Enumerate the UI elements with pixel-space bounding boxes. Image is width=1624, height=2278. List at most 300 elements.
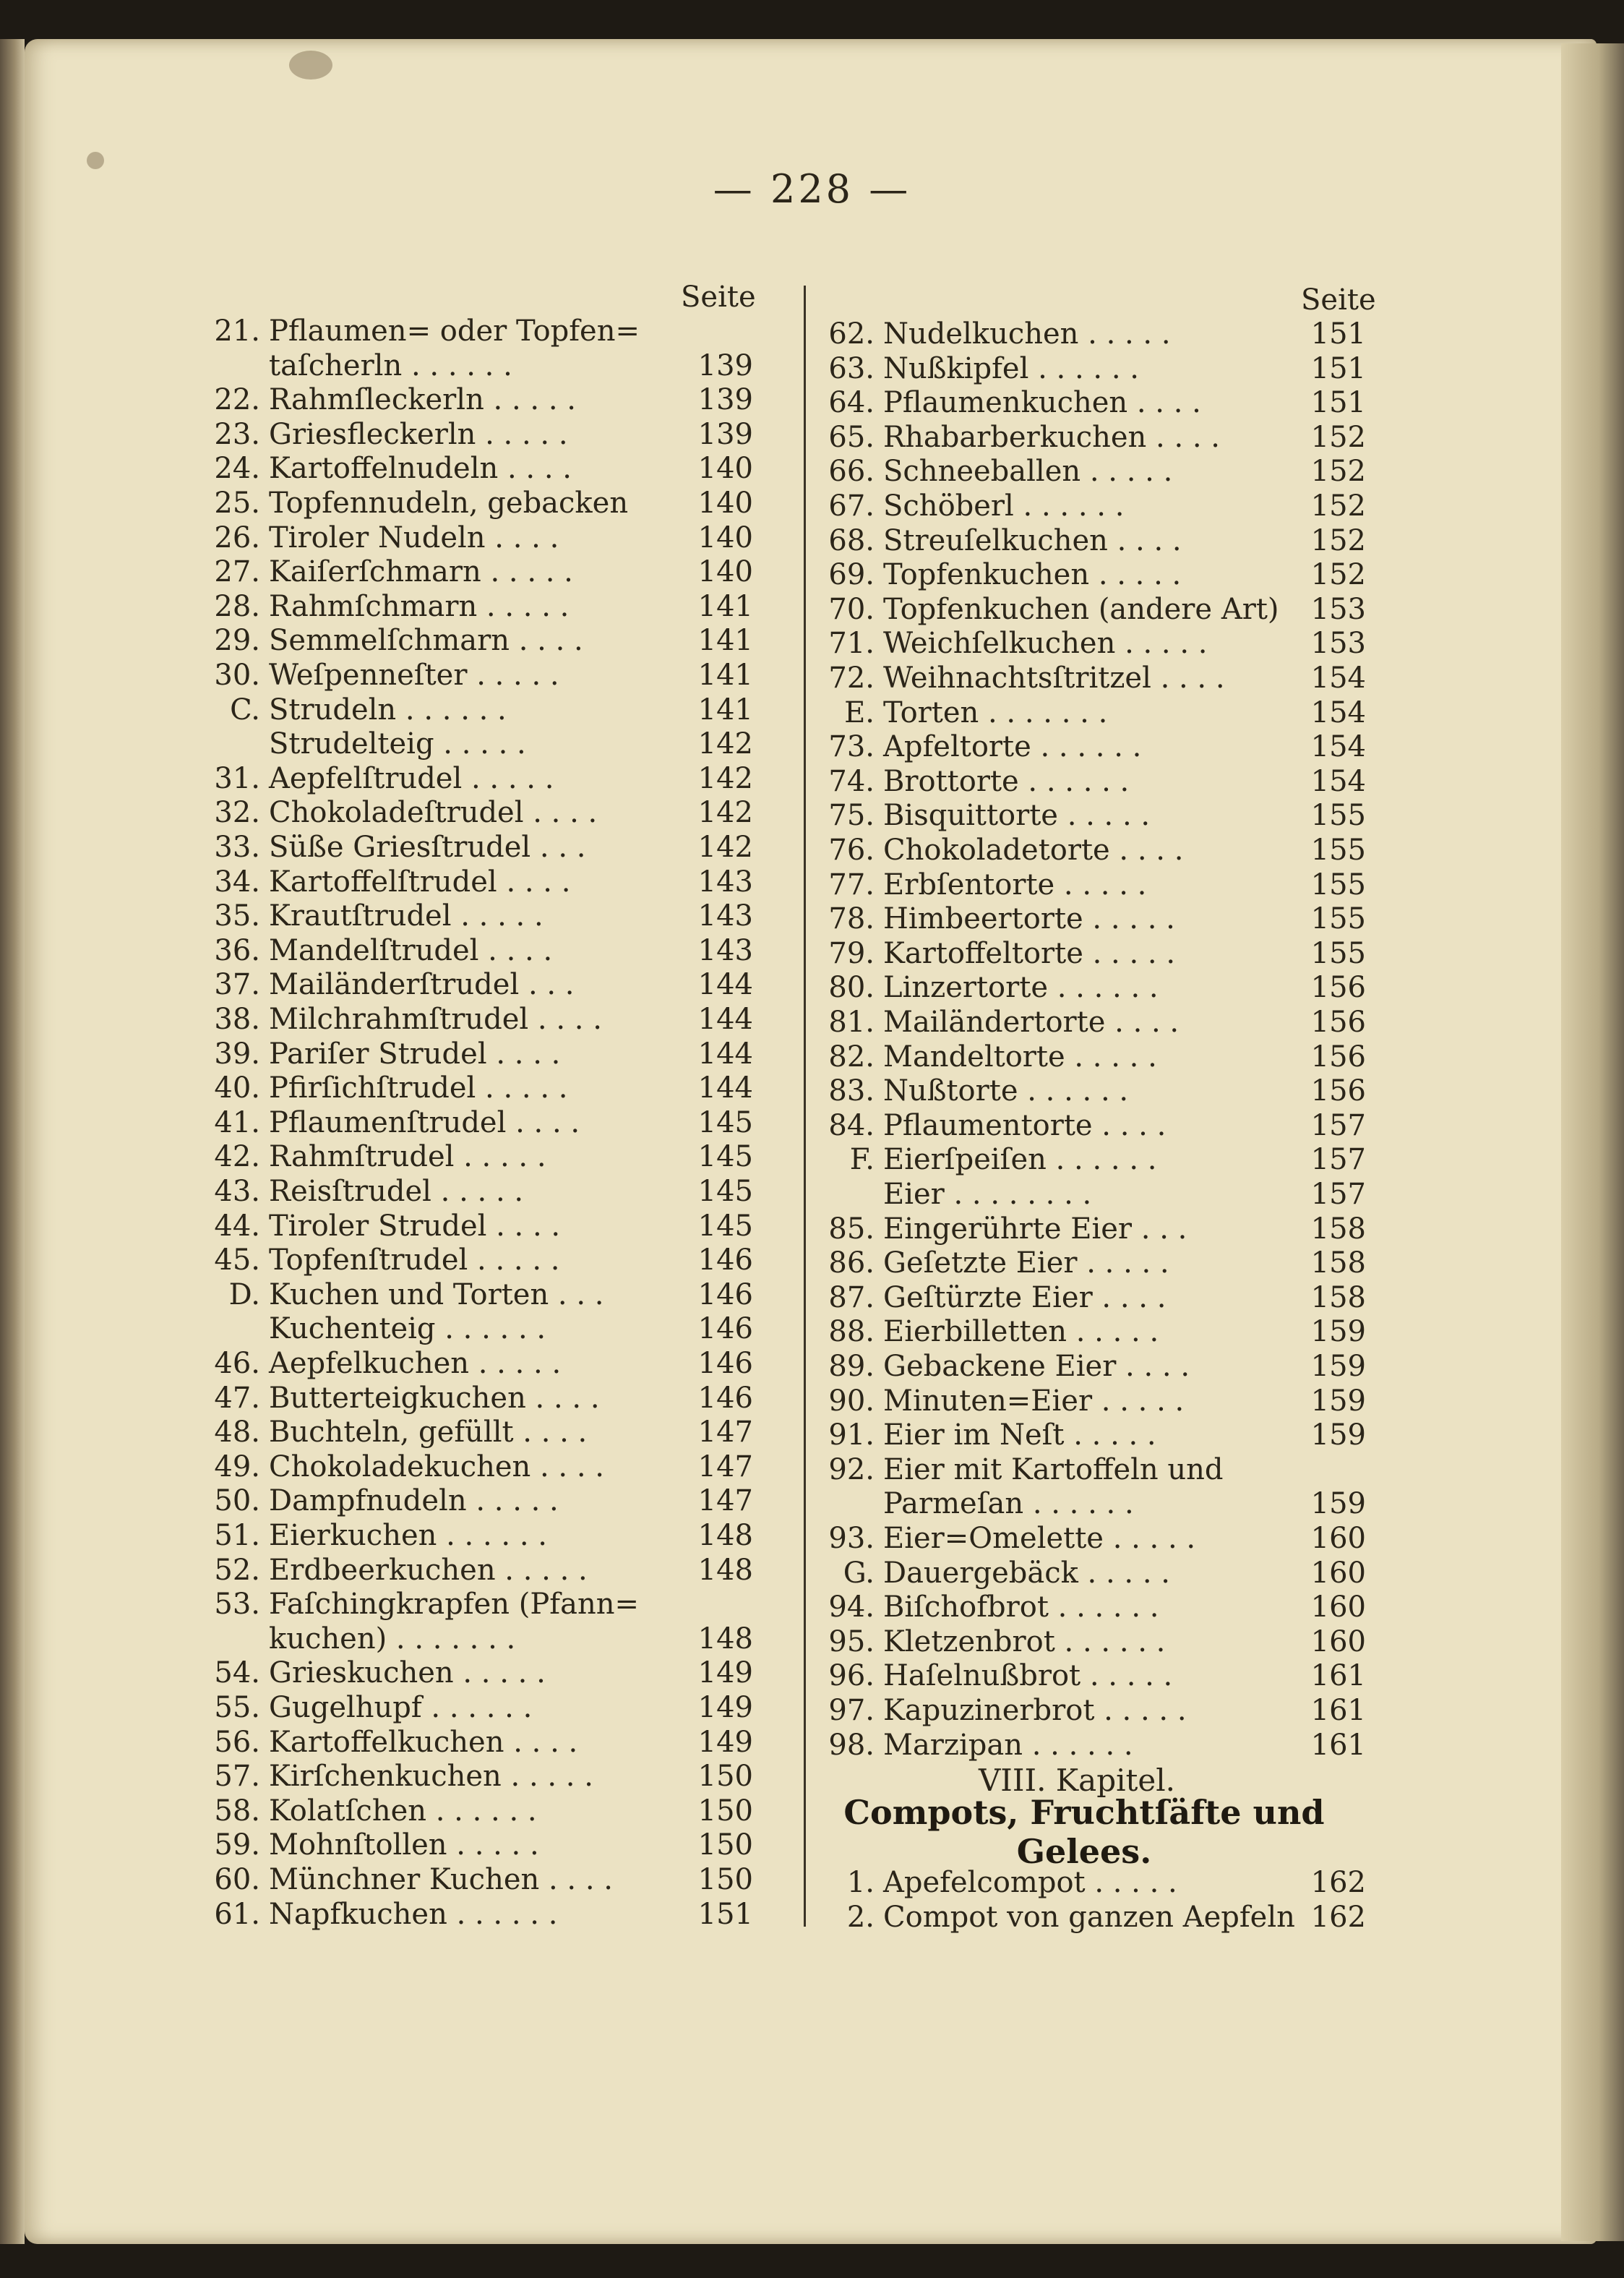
entry-title: Erbſentorte . . . . . bbox=[883, 868, 1147, 902]
entry-number: 57. bbox=[214, 1760, 260, 1794]
entry-page: 154 bbox=[1310, 695, 1366, 729]
entry-number: 69. bbox=[828, 558, 875, 592]
toc-entry bbox=[210, 1071, 753, 1105]
toc-entry bbox=[210, 761, 753, 796]
entry-title: Tiroler Strudel . . . . bbox=[269, 1209, 561, 1243]
entry-number: 43. bbox=[214, 1175, 260, 1208]
toc-entry bbox=[210, 1622, 753, 1656]
entry-page: 144 bbox=[697, 1037, 753, 1071]
entry-number: 71. bbox=[828, 627, 875, 661]
entry-page: 158 bbox=[1310, 1280, 1366, 1314]
page-edge bbox=[1561, 43, 1624, 2241]
entry-number: 35. bbox=[214, 899, 260, 933]
entry-page: 140 bbox=[697, 555, 753, 589]
entry-title: Kartoffelkuchen . . . . bbox=[269, 1725, 578, 1759]
toc-entry bbox=[210, 1759, 753, 1794]
entry-number: 51. bbox=[214, 1519, 260, 1552]
entry-page: 154 bbox=[1310, 661, 1366, 695]
toc-entry bbox=[824, 1246, 1366, 1280]
entry-title: Gugelhupf . . . . . . bbox=[269, 1691, 533, 1724]
toc-entry bbox=[210, 899, 753, 933]
entry-title: Kartoffelſtrudel . . . . bbox=[269, 865, 571, 899]
toc-entry bbox=[210, 967, 753, 1002]
entry-title: Mailändertorte . . . . bbox=[883, 1006, 1180, 1039]
entry-title: Kirſchenkuchen . . . . . bbox=[269, 1760, 593, 1794]
entry-page: 155 bbox=[1310, 834, 1366, 867]
toc-entry bbox=[824, 868, 1366, 902]
entry-title: Aepfelkuchen . . . . . bbox=[269, 1347, 562, 1380]
entry-title: Mandelſtrudel . . . . bbox=[269, 933, 553, 967]
toc-entry bbox=[824, 1314, 1366, 1349]
entry-page: 145 bbox=[697, 1105, 753, 1139]
entry-number: 36. bbox=[214, 933, 260, 967]
entry-number: 78. bbox=[828, 902, 875, 936]
entry-title: Rhabarberkuchen . . . . bbox=[883, 420, 1221, 454]
entry-number: 98. bbox=[828, 1728, 875, 1762]
entry-page: 161 bbox=[1310, 1728, 1366, 1762]
entry-page: 146 bbox=[697, 1312, 753, 1346]
entry-title: Kletzenbrot . . . . . . bbox=[883, 1624, 1166, 1658]
entry-number: 64. bbox=[828, 386, 875, 420]
toc-entry bbox=[824, 1900, 1366, 1935]
toc-entry bbox=[824, 1074, 1366, 1108]
entry-page: 141 bbox=[697, 589, 753, 623]
entry-title: Biſchofbrot . . . . . . bbox=[883, 1590, 1159, 1624]
entry-title: Minuten=Eier . . . . . bbox=[883, 1384, 1185, 1418]
entry-page: 151 bbox=[1310, 386, 1366, 420]
entry-page: 152 bbox=[1310, 420, 1366, 454]
entry-page: 146 bbox=[697, 1277, 753, 1311]
entry-page: 148 bbox=[697, 1519, 753, 1552]
entry-title: Süße Griesſtrudel . . . bbox=[269, 831, 586, 864]
entry-title: Geſtürzte Eier . . . . bbox=[883, 1280, 1167, 1314]
entry-number: 58. bbox=[214, 1794, 260, 1828]
toc-entry bbox=[824, 695, 1366, 730]
entry-number: E. bbox=[844, 695, 875, 729]
entry-title: Chokoladeſtrudel . . . . bbox=[269, 796, 598, 830]
toc-entry bbox=[210, 348, 753, 383]
entry-number: 76. bbox=[828, 834, 875, 867]
entry-number: 77. bbox=[828, 868, 875, 902]
entry-number: C. bbox=[230, 693, 260, 727]
entry-page: 148 bbox=[697, 1553, 753, 1587]
entry-title: Kartoffelnudeln . . . . bbox=[269, 452, 572, 486]
entry-title: kuchen) . . . . . . . bbox=[269, 1622, 516, 1656]
entry-number: 93. bbox=[828, 1522, 875, 1555]
entry-page: 146 bbox=[697, 1243, 753, 1277]
toc-entry bbox=[824, 1005, 1366, 1040]
entry-number: 48. bbox=[214, 1416, 260, 1450]
entry-page: 151 bbox=[1310, 351, 1366, 385]
entry-page: 160 bbox=[1310, 1556, 1366, 1590]
entry-page: 152 bbox=[1310, 558, 1366, 592]
entry-page: 153 bbox=[1310, 592, 1366, 626]
entry-number: 45. bbox=[214, 1243, 260, 1277]
entry-title: Eier . . . . . . . . bbox=[883, 1178, 1092, 1211]
toc-entry bbox=[824, 833, 1366, 868]
entry-title: Mailänderſtrudel . . . bbox=[269, 968, 575, 1002]
entry-title: Strudelteig . . . . . bbox=[269, 727, 526, 761]
entry-page: 157 bbox=[1310, 1108, 1366, 1142]
toc-entry bbox=[824, 798, 1366, 833]
entry-page: 159 bbox=[1310, 1350, 1366, 1383]
entry-title: Rahmſleckerln . . . . . bbox=[269, 383, 576, 417]
entry-title: Apfeltorte . . . . . . bbox=[883, 730, 1142, 764]
entry-title: Torten . . . . . . . bbox=[883, 695, 1108, 729]
entry-page: 151 bbox=[1310, 317, 1366, 351]
entry-page: 150 bbox=[697, 1760, 753, 1794]
entry-page: 148 bbox=[697, 1622, 753, 1656]
entry-page: 159 bbox=[1310, 1384, 1366, 1418]
entry-title: Münchner Kuchen . . . . bbox=[269, 1863, 613, 1896]
toc-entry bbox=[210, 1450, 753, 1484]
entry-title: Eier mit Kartoffeln und bbox=[883, 1452, 1224, 1486]
entry-title: Rahmſtrudel . . . . . bbox=[269, 1140, 546, 1174]
entry-number: 84. bbox=[828, 1108, 875, 1142]
entry-number: 68. bbox=[828, 523, 875, 557]
entry-title: Eierſpeiſen . . . . . . bbox=[883, 1143, 1157, 1177]
toc-entry bbox=[824, 1212, 1366, 1246]
entry-page: 142 bbox=[697, 796, 753, 830]
entry-page: 147 bbox=[697, 1416, 753, 1450]
entry-page: 141 bbox=[697, 693, 753, 727]
toc-entry bbox=[824, 1384, 1366, 1418]
toc-entry bbox=[824, 1280, 1366, 1315]
entry-number: 38. bbox=[214, 1003, 260, 1036]
chapter-title-line2: Gelees. bbox=[1016, 1832, 1152, 1871]
entry-number: 1. bbox=[846, 1866, 875, 1899]
entry-title: Pariſer Strudel . . . . bbox=[269, 1037, 561, 1071]
entry-title: Eierkuchen . . . . . . bbox=[269, 1519, 547, 1552]
entry-number: 97. bbox=[828, 1694, 875, 1727]
entry-number: G. bbox=[843, 1556, 875, 1590]
toc-entry bbox=[210, 589, 753, 624]
entry-number: 39. bbox=[214, 1037, 260, 1071]
entry-page: 150 bbox=[697, 1794, 753, 1828]
toc-entry bbox=[824, 1865, 1366, 1900]
toc-entry bbox=[210, 933, 753, 968]
entry-page: 156 bbox=[1310, 971, 1366, 1005]
entry-number: 66. bbox=[828, 455, 875, 489]
toc-entry bbox=[824, 902, 1366, 936]
entry-title: Chokoladekuchen . . . . bbox=[269, 1450, 605, 1483]
toc-entry bbox=[824, 489, 1366, 523]
entry-number: 44. bbox=[214, 1209, 260, 1243]
paper-stain bbox=[289, 51, 332, 80]
entry-number: 27. bbox=[214, 555, 260, 589]
entry-number: 96. bbox=[828, 1659, 875, 1693]
entry-page: 155 bbox=[1310, 902, 1366, 936]
entry-title: Kartoffeltorte . . . . . bbox=[883, 936, 1176, 970]
toc-entry bbox=[824, 1486, 1366, 1521]
toc-entry bbox=[824, 764, 1366, 799]
toc-entry bbox=[824, 557, 1366, 592]
entry-page: 160 bbox=[1310, 1590, 1366, 1624]
toc-entry bbox=[210, 1037, 753, 1071]
entry-title: Milchrahmſtrudel . . . . bbox=[269, 1003, 602, 1036]
toc-entry bbox=[210, 1587, 753, 1622]
entry-page: 156 bbox=[1310, 1006, 1366, 1039]
entry-title: Linzertorte . . . . . . bbox=[883, 971, 1159, 1005]
entry-page: 145 bbox=[697, 1175, 753, 1208]
entry-page: 147 bbox=[697, 1450, 753, 1483]
entry-number: 65. bbox=[828, 420, 875, 454]
toc-entry bbox=[210, 623, 753, 658]
entry-page: 155 bbox=[1310, 799, 1366, 833]
entry-page: 143 bbox=[697, 899, 753, 933]
toc-entry bbox=[210, 1139, 753, 1174]
entry-number: 33. bbox=[214, 831, 260, 864]
toc-entry bbox=[824, 1556, 1366, 1590]
toc-entry bbox=[210, 1105, 753, 1140]
toc-entry bbox=[210, 1311, 753, 1346]
entry-title: Geſetzte Eier . . . . . bbox=[883, 1246, 1169, 1280]
toc-entry bbox=[824, 523, 1366, 558]
entry-title: Brottorte . . . . . . bbox=[883, 764, 1130, 798]
entry-title: Topfenkuchen (andere Art) bbox=[883, 592, 1279, 626]
entry-title: Pfirſichſtrudel . . . . . bbox=[269, 1071, 568, 1105]
toc-entry bbox=[210, 314, 753, 348]
entry-page: 145 bbox=[697, 1140, 753, 1174]
entry-number: 88. bbox=[828, 1315, 875, 1349]
toc-entry bbox=[824, 1142, 1366, 1177]
right-column-header: Seite bbox=[1301, 283, 1376, 317]
toc-entry bbox=[210, 1690, 753, 1725]
column-divider bbox=[804, 286, 806, 1927]
entry-title: Bisquittorte . . . . . bbox=[883, 799, 1151, 833]
entry-page: 141 bbox=[697, 659, 753, 692]
toc-entry bbox=[824, 936, 1366, 971]
entry-number: 32. bbox=[214, 796, 260, 830]
toc-entry bbox=[824, 1177, 1366, 1212]
entry-title: Pflaumen= oder Topfen= bbox=[269, 314, 640, 348]
entry-title: Haſelnußbrot . . . . . bbox=[883, 1659, 1173, 1693]
chapter-title-line1: Compots, Fruchtſäfte und bbox=[843, 1793, 1325, 1832]
entry-number: 2. bbox=[846, 1900, 875, 1934]
entry-page: 140 bbox=[697, 521, 753, 554]
toc-entry bbox=[210, 1656, 753, 1690]
entry-number: 91. bbox=[828, 1418, 875, 1452]
entry-number: 49. bbox=[214, 1450, 260, 1483]
entry-page: 159 bbox=[1310, 1418, 1366, 1452]
entry-number: 28. bbox=[214, 589, 260, 623]
entry-page: 160 bbox=[1310, 1522, 1366, 1555]
entry-title: Topfenſtrudel . . . . . bbox=[269, 1243, 560, 1277]
toc-entry bbox=[210, 795, 753, 830]
entry-page: 142 bbox=[697, 727, 753, 761]
entry-title: Topfennudeln, gebacken bbox=[269, 487, 629, 520]
toc-entry bbox=[210, 1415, 753, 1450]
entry-number: 30. bbox=[214, 659, 260, 692]
entry-number: 31. bbox=[214, 761, 260, 795]
entry-title: Pflaumenſtrudel . . . . bbox=[269, 1105, 580, 1139]
entry-title: Pflaumenkuchen . . . . bbox=[883, 386, 1201, 420]
entry-title: Eierbilletten . . . . . bbox=[883, 1315, 1159, 1349]
entry-page: 139 bbox=[697, 383, 753, 417]
toc-entry bbox=[824, 454, 1366, 489]
entry-title: Erdbeerkuchen . . . . . bbox=[269, 1553, 588, 1587]
entry-title: Dauergebäck . . . . . bbox=[883, 1556, 1170, 1590]
entry-page: 142 bbox=[697, 831, 753, 864]
entry-number: 59. bbox=[214, 1828, 260, 1862]
entry-page: 161 bbox=[1310, 1659, 1366, 1693]
entry-title: Pflaumentorte . . . . bbox=[883, 1108, 1167, 1142]
toc-entry bbox=[824, 729, 1366, 764]
entry-number: 83. bbox=[828, 1074, 875, 1108]
entry-title: Griesfleckerln . . . . . bbox=[269, 417, 568, 451]
toc-entry bbox=[210, 1553, 753, 1588]
entry-page: 156 bbox=[1310, 1074, 1366, 1108]
toc-entry bbox=[824, 1108, 1366, 1143]
entry-title: Kapuzinerbrot . . . . . bbox=[883, 1694, 1187, 1727]
entry-title: Kuchen und Torten . . . bbox=[269, 1277, 604, 1311]
entry-title: Butterteigkuchen . . . . bbox=[269, 1381, 600, 1415]
entry-title: Gebackene Eier . . . . bbox=[883, 1350, 1190, 1383]
entry-number: 55. bbox=[214, 1691, 260, 1724]
entry-page: 143 bbox=[697, 865, 753, 899]
toc-entry bbox=[824, 1418, 1366, 1452]
entry-number: 24. bbox=[214, 452, 260, 486]
entry-number: 47. bbox=[214, 1381, 260, 1415]
entry-number: 21. bbox=[214, 314, 260, 348]
toc-entry bbox=[210, 830, 753, 865]
entry-number: 89. bbox=[828, 1350, 875, 1383]
toc-entry bbox=[824, 1728, 1366, 1763]
entry-number: 63. bbox=[828, 351, 875, 385]
entry-title: Tiroler Nudeln . . . . bbox=[269, 521, 559, 554]
entry-page: 159 bbox=[1310, 1315, 1366, 1349]
entry-title: Rahmſchmarn . . . . . bbox=[269, 589, 570, 623]
entry-page: 156 bbox=[1310, 1040, 1366, 1074]
entry-title: Napfkuchen . . . . . . bbox=[269, 1897, 558, 1931]
entry-page: 154 bbox=[1310, 730, 1366, 764]
entry-number: 72. bbox=[828, 661, 875, 695]
entry-page: 140 bbox=[697, 452, 753, 486]
toc-entry bbox=[210, 1483, 753, 1518]
page-number: — 228 — bbox=[713, 166, 911, 212]
entry-title: Eier=Omelette . . . . . bbox=[883, 1522, 1196, 1555]
entry-page: 144 bbox=[697, 1003, 753, 1036]
entry-page: 161 bbox=[1310, 1694, 1366, 1727]
entry-page: 151 bbox=[697, 1897, 753, 1931]
toc-entry bbox=[824, 970, 1366, 1005]
entry-page: 155 bbox=[1310, 936, 1366, 970]
entry-title: Streuſelkuchen . . . . bbox=[883, 523, 1182, 557]
toc-entry bbox=[210, 1862, 753, 1897]
entry-page: 149 bbox=[697, 1725, 753, 1759]
entry-title: Kuchenteig . . . . . . bbox=[269, 1312, 546, 1346]
toc-entry bbox=[210, 1346, 753, 1381]
entry-number: 42. bbox=[214, 1140, 260, 1174]
entry-page: 162 bbox=[1310, 1866, 1366, 1899]
toc-entry bbox=[210, 1828, 753, 1862]
entry-number: 85. bbox=[828, 1212, 875, 1246]
toc-entry bbox=[210, 1897, 753, 1932]
entry-page: 154 bbox=[1310, 764, 1366, 798]
entry-page: 140 bbox=[697, 487, 753, 520]
entry-title: Kolatſchen . . . . . . bbox=[269, 1794, 537, 1828]
entry-page: 144 bbox=[697, 1071, 753, 1105]
entry-number: 26. bbox=[214, 521, 260, 554]
entry-page: 139 bbox=[697, 348, 753, 382]
entry-page: 143 bbox=[697, 933, 753, 967]
toc-entry bbox=[210, 417, 753, 452]
entry-number: 22. bbox=[214, 383, 260, 417]
entry-title: taſcherln . . . . . . bbox=[269, 348, 512, 382]
toc-entry bbox=[210, 1002, 753, 1037]
entry-title: Parmeſan . . . . . . bbox=[883, 1487, 1134, 1521]
toc-entry bbox=[824, 1624, 1366, 1659]
toc-entry bbox=[210, 865, 753, 899]
entry-title: Mohnſtollen . . . . . bbox=[269, 1828, 539, 1862]
toc-entry bbox=[210, 451, 753, 486]
toc-entry bbox=[824, 1521, 1366, 1556]
entry-page: 162 bbox=[1310, 1900, 1366, 1934]
entry-title: Weihnachtsſtritzel . . . . bbox=[883, 661, 1225, 695]
entry-number: 95. bbox=[828, 1624, 875, 1658]
entry-page: 146 bbox=[697, 1381, 753, 1415]
entry-number: 56. bbox=[214, 1725, 260, 1759]
entry-page: 145 bbox=[697, 1209, 753, 1243]
entry-title: Grieskuchen . . . . . bbox=[269, 1656, 546, 1690]
entry-number: 60. bbox=[214, 1863, 260, 1896]
toc-entry bbox=[824, 1590, 1366, 1624]
entry-page: 152 bbox=[1310, 489, 1366, 523]
entry-number: 92. bbox=[828, 1452, 875, 1486]
entry-page: 149 bbox=[697, 1656, 753, 1690]
toc-entry bbox=[824, 1452, 1366, 1487]
entry-number: 86. bbox=[828, 1246, 875, 1280]
entry-page: 150 bbox=[697, 1863, 753, 1896]
entry-title: Semmelſchmarn . . . . bbox=[269, 624, 583, 658]
entry-number: 25. bbox=[214, 487, 260, 520]
entry-page: 146 bbox=[697, 1347, 753, 1380]
toc-entry bbox=[824, 420, 1366, 455]
entry-number: 50. bbox=[214, 1484, 260, 1518]
toc-entry bbox=[824, 1040, 1366, 1074]
entry-number: 34. bbox=[214, 865, 260, 899]
entry-page: 157 bbox=[1310, 1143, 1366, 1177]
entry-number: 54. bbox=[214, 1656, 260, 1690]
entry-page: 149 bbox=[697, 1691, 753, 1724]
entry-title: Reisſtrudel . . . . . bbox=[269, 1175, 524, 1208]
entry-title: Buchteln, gefüllt . . . . bbox=[269, 1416, 588, 1450]
toc-entry bbox=[824, 1658, 1366, 1693]
entry-number: 67. bbox=[828, 489, 875, 523]
toc-entry bbox=[210, 1243, 753, 1277]
entry-title: Mandeltorte . . . . . bbox=[883, 1040, 1157, 1074]
entry-page: 157 bbox=[1310, 1178, 1366, 1211]
toc-entry bbox=[824, 592, 1366, 627]
entry-page: 142 bbox=[697, 761, 753, 795]
entry-title: Weichſelkuchen . . . . . bbox=[883, 627, 1208, 661]
entry-page: 139 bbox=[697, 417, 753, 451]
entry-title: Nußtorte . . . . . . bbox=[883, 1074, 1129, 1108]
entry-title: Nußkipfel . . . . . . bbox=[883, 351, 1139, 385]
toc-entry bbox=[824, 351, 1366, 386]
book-binding bbox=[0, 39, 25, 2244]
entry-title: Faſchingkrapfen (Pfann= bbox=[269, 1588, 639, 1622]
entry-number: F. bbox=[849, 1143, 875, 1177]
entry-number: 23. bbox=[214, 417, 260, 451]
entry-page: 153 bbox=[1310, 627, 1366, 661]
toc-entry bbox=[824, 1693, 1366, 1728]
entry-page: 158 bbox=[1310, 1212, 1366, 1246]
entry-number: 46. bbox=[214, 1347, 260, 1380]
entry-page: 141 bbox=[697, 624, 753, 658]
toc-entry bbox=[824, 626, 1366, 661]
toc-entry bbox=[210, 1518, 753, 1553]
